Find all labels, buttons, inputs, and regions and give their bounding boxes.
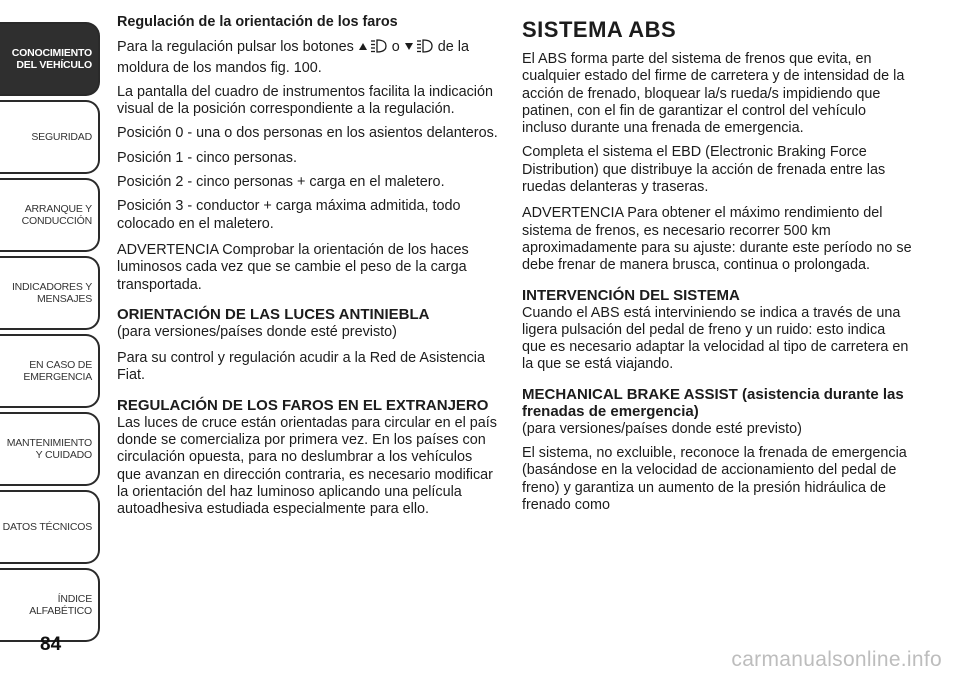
availability-note: (para versiones/países donde esté previsto)	[522, 420, 802, 437]
paragraph-buttons	[117, 38, 499, 77]
paragraph: Posición 3 - conductor + carga máxima admitida, todo colocado en el maletero.	[117, 198, 461, 232]
tab-caso-emergencia[interactable]	[0, 334, 100, 408]
text: o	[387, 39, 404, 56]
heading-system-intervention: INTERVENCIÓN DEL SISTEMA	[522, 286, 740, 304]
tab-label: ARRANQUE Y CONDUCCIÓN	[21, 202, 92, 227]
paragraph: Posición 1 - cinco personas.	[117, 149, 297, 166]
tab-label: CONOCIMIENTO DEL VEHÍCULO	[11, 46, 92, 71]
paragraph: Completa el sistema el EBD (Electronic Braking Force Distribution) que distribuye la acción de frenada entre las ruedas delanteras y traseras.	[522, 144, 886, 196]
watermark: carmanualsonline.info	[731, 648, 942, 671]
heading-headlights-abroad: REGULACIÓN DE LOS FAROS EN EL EXTRANJERO	[117, 396, 489, 414]
paragraph: La pantalla del cuadro de instrumentos facilita la indicación visual de la posición correspondiente a la regulación.	[117, 83, 493, 118]
tab-label: MANTENIMIENTO Y CUIDADO	[6, 436, 92, 461]
headlight-level-down-icon	[404, 38, 434, 59]
paragraph: El ABS forma parte del sistema de frenos que evita, en cualquier estado del firme de carretera y de intensidad de la acción de frenado, bloquear la/s rueda/s impidiendo que patinen, con el fin de garantizar el control del vehículo incluso durante una frenada de emergencia.	[522, 51, 905, 137]
tab-arranque-conduccion[interactable]	[0, 178, 100, 252]
tab-conocimiento-vehiculo[interactable]	[0, 22, 100, 96]
headlight-level-up-icon	[358, 38, 388, 59]
warning-paragraph: ADVERTENCIA Comprobar la orientación de los haces luminosos cada vez que se cambie el peso de la carga transportada.	[117, 241, 469, 293]
paragraph: Posición 2 - cinco personas + carga en el maletero.	[117, 174, 445, 191]
left-column	[117, 14, 499, 526]
right-column	[522, 14, 912, 521]
paragraph: Posición 0 - una o dos personas en los asientos delanteros.	[117, 125, 498, 142]
page-number: 84	[40, 634, 62, 655]
tab-mantenimiento-cuidado[interactable]	[0, 412, 100, 486]
text: Para la regulación pulsar los botones	[117, 39, 358, 56]
availability-note: (para versiones/países donde esté previsto)	[117, 323, 397, 340]
section-title-abs: SISTEMA ABS	[522, 17, 677, 42]
text: de la moldura de los mandos fig. 100.	[117, 39, 470, 76]
tab-label: ÍNDICE ALFABÉTICO	[29, 592, 92, 617]
tab-seguridad[interactable]	[0, 100, 100, 174]
tab-label: SEGURIDAD	[31, 130, 92, 143]
tab-indice-alfabetico[interactable]	[0, 568, 100, 642]
tab-datos-tecnicos[interactable]	[0, 490, 100, 564]
paragraph: Cuando el ABS está interviniendo se indica a través de una ligera pulsación del pedal de freno y un ruido: esto indica que es necesario adaptar la velocidad al tipo de carretera en la que se está viajando.	[522, 304, 909, 373]
paragraph: El sistema, no excluible, reconoce la frenada de emergencia (basándose en la velocidad de accionamiento del pedal de freno) y garantiza un aumento de la presión hidráulica de frenado como	[522, 445, 907, 513]
tab-label: EN CASO DE EMERGENCIA	[23, 358, 92, 383]
heading-fog-lights: ORIENTACIÓN DE LAS LUCES ANTINIEBLA	[117, 305, 430, 323]
tab-label: INDICADORES Y MENSAJES	[11, 280, 92, 305]
heading-mechanical-brake-assist: MECHANICAL BRAKE ASSIST (asistencia durante las frenadas de emergencia)	[522, 385, 904, 420]
tab-label: DATOS TÉCNICOS	[2, 520, 92, 533]
warning-paragraph: ADVERTENCIA Para obtener el máximo rendimiento del sistema de frenos, es necesario recorrer 500 km aproximadamente para su ajuste: durante este período no se debe frenar de manera brusca, continua o prolongada.	[522, 205, 912, 274]
paragraph: Las luces de cruce están orientadas para circular en el país donde se comercializa por primera vez. En los países con circulación opuesta, para no deslumbrar a los vehículos que avanzan en dirección contraria, es necesario modificar la orientación del haz luminoso aplicando una película autoadhesiva estudiada especialmente para ello.	[117, 414, 497, 518]
paragraph: Para su control y regulación acudir a la Red de Asistencia Fiat.	[117, 350, 485, 384]
section-subheading: Regulación de la orientación de los faros	[117, 14, 398, 30]
tab-indicadores-mensajes[interactable]	[0, 256, 100, 330]
